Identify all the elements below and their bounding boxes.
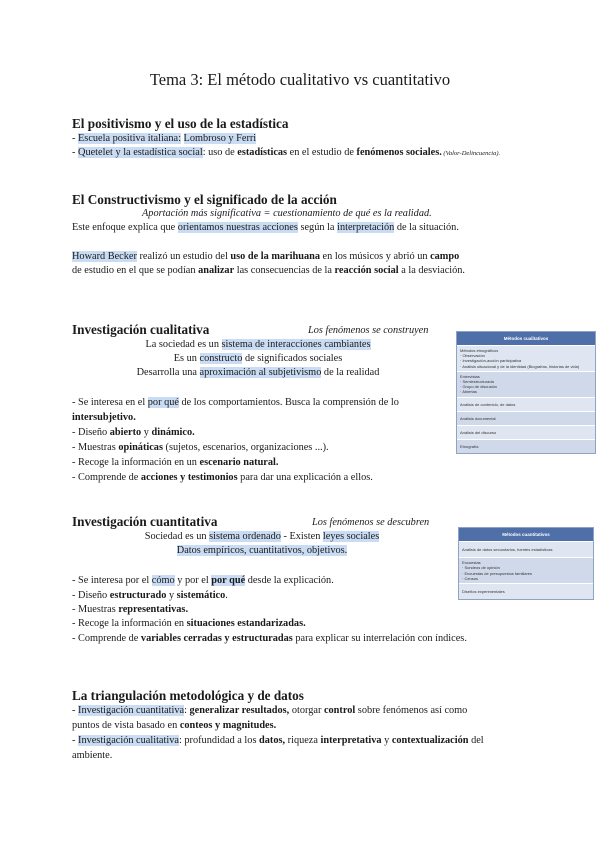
- triangulacion-line-3: [72, 734, 484, 748]
- triangulacion-line-4: ambiente.: [72, 750, 113, 761]
- text: - Existen: [280, 531, 323, 542]
- text: sobre fenómenos así como: [355, 705, 468, 716]
- bold: conteos y magnitudes.: [179, 720, 277, 731]
- cualitativa-tag: Los fenómenos se construyen: [308, 325, 429, 336]
- cell: Análisis del discurso: [460, 430, 497, 436]
- text: - Se interesa en el: [72, 397, 148, 408]
- becker-line-2: [72, 264, 465, 278]
- cell: Análisis documental: [460, 415, 496, 421]
- text: y: [141, 427, 152, 438]
- positivismo-line-2: [72, 146, 500, 161]
- text: - Comprende de: [72, 633, 141, 644]
- cuantitativa-bullet-2: [72, 589, 228, 603]
- text: - Diseño: [72, 590, 110, 601]
- text: de estudio en el que se podían: [72, 265, 199, 276]
- cell: Análisis de contenido, de datos: [460, 401, 516, 407]
- text: y por el: [174, 575, 212, 586]
- bold: estructurado: [109, 590, 167, 601]
- text: - Recoge la información en: [72, 618, 187, 629]
- cualitativa-center-3: [72, 366, 444, 380]
- bold: representativas.: [118, 604, 189, 615]
- table-header: Métodos cualitativos: [457, 332, 595, 345]
- highlight: cómo: [151, 575, 175, 586]
- highlight: sistema de interacciones cambiantes: [221, 339, 371, 350]
- cell: Análisis de datos secundarios, fuentes estadísticas: [462, 547, 553, 552]
- table-row: [457, 397, 595, 411]
- bold: acciones y testimonios: [140, 472, 238, 483]
- text: Es un: [173, 353, 200, 364]
- constructivismo-line-1: [72, 221, 459, 235]
- highlight: constructo: [199, 353, 243, 364]
- becker-line-1: [72, 250, 459, 264]
- table-row: [457, 425, 595, 439]
- bold: abierto: [109, 427, 142, 438]
- text: La sociedad es un: [145, 339, 222, 350]
- page-title: Tema 3: El método cualitativo vs cuantitativo: [149, 70, 451, 89]
- cuantitativa-center-2: [72, 544, 452, 558]
- triangulacion-line-2: [72, 719, 276, 733]
- highlight: Investigación cuantitativa: [78, 705, 185, 716]
- bold: datos,: [259, 735, 286, 746]
- text: desde la explicación.: [245, 575, 334, 586]
- text: de significados sociales: [242, 353, 343, 364]
- cell: · Abiertas: [460, 389, 477, 395]
- positivismo-line-1: [72, 132, 256, 146]
- bold: contextualización: [391, 735, 469, 746]
- cell: Encuestas: [462, 560, 481, 566]
- text: .: [225, 590, 228, 601]
- highlight: interpretación: [337, 222, 395, 233]
- text: Sociedad es un: [144, 531, 210, 542]
- highlight: leyes sociales: [322, 531, 380, 542]
- bold: estadísticas: [237, 147, 288, 158]
- constructivismo-subtitle: Aportación más significativa = cuestionamiento de qué es la realidad.: [142, 208, 432, 219]
- table-row: [459, 583, 593, 599]
- text: - Muestras: [72, 604, 119, 615]
- note: (Valor-Delincuencia).: [441, 150, 501, 157]
- cualitativa-bullet-2: [72, 426, 195, 440]
- highlight: Lombroso y Ferri: [183, 133, 257, 144]
- bold: reacción social: [334, 265, 399, 276]
- cell: Entrevistas: [460, 373, 480, 379]
- cell: Métodos etnográficos: [460, 348, 499, 353]
- text: y: [381, 735, 392, 746]
- text: (sujetos, escenarios, organizaciones ...).: [162, 442, 329, 453]
- bold: sistemático: [176, 590, 226, 601]
- table-row: [457, 371, 595, 397]
- table-row: [457, 439, 595, 453]
- cuantitativa-bullet-1: [72, 574, 334, 588]
- table-row: [459, 541, 593, 557]
- text: - Se interesa por el: [72, 575, 152, 586]
- highlight: Investigación cualitativa: [78, 735, 179, 746]
- text: para explicar su interrelación con índices.: [292, 633, 467, 644]
- cell: · Semiestructurada: [460, 379, 494, 385]
- cuantitativa-bullet-4: [72, 617, 306, 631]
- metodos-cualitativos-table: [456, 331, 596, 454]
- cuantitativa-tag: Los fenómenos se descubren: [312, 517, 430, 528]
- bold: control: [323, 705, 356, 716]
- text: Este enfoque explica que: [72, 222, 178, 233]
- text: de los comportamientos. Busca la comprensión de lo: [178, 397, 399, 408]
- cualitativa-center-2: [72, 352, 444, 366]
- bold: intersubjetivo.: [72, 412, 136, 423]
- text: : profundidad a los: [178, 735, 260, 746]
- text: las consecuencias de la: [234, 265, 335, 276]
- text: -: [72, 133, 79, 144]
- cualitativa-bullet-1b: [72, 411, 136, 425]
- text: -: [72, 735, 79, 746]
- table-row: [457, 345, 595, 371]
- cualitativa-bullet-1a: [72, 396, 399, 410]
- highlight: Escuela positiva italiana:: [78, 133, 181, 144]
- text: en los músicos y abrió un: [319, 251, 431, 262]
- cell: · Investigación-acción participativa: [460, 358, 522, 364]
- cell: · Observación: [460, 353, 485, 359]
- bold: variables cerradas y estructuradas: [140, 633, 293, 644]
- highlight: por qué: [147, 397, 179, 408]
- cell: · Sondeos de opinión: [462, 565, 500, 571]
- text: para dar una explicación a ellos.: [237, 472, 373, 483]
- triangulacion-line-1: [72, 704, 467, 718]
- cualitativa-bullet-4: [72, 456, 278, 470]
- highlight: orientamos nuestras acciones: [177, 222, 298, 233]
- text: - Diseño: [72, 427, 110, 438]
- section-triangulacion-heading: La triangulación metodológica y de datos: [72, 688, 304, 703]
- text: a la desviación.: [398, 265, 466, 276]
- cell: · Análisis situacional y de la identidad (Biografías, historias de vida): [460, 363, 580, 369]
- bold: analizar: [198, 265, 235, 276]
- cuantitativa-bullet-3: [72, 603, 188, 617]
- text: realizó un estudio del: [136, 251, 231, 262]
- text: según la: [297, 222, 338, 233]
- text: :: [184, 705, 190, 716]
- cell: · Grupo de discusión: [460, 384, 497, 390]
- highlight: sistema ordenado: [209, 531, 281, 542]
- text: y: [166, 590, 177, 601]
- section-constructivismo-heading: El Constructivismo y el significado de la acción: [72, 192, 337, 207]
- text: puntos de vista basado en: [72, 720, 180, 731]
- cualitativa-bullet-5: [72, 471, 373, 485]
- highlight: Datos empíricos, cuantitativos, objetivos.: [176, 545, 348, 556]
- text: riqueza: [285, 735, 321, 746]
- text: del: [468, 735, 484, 746]
- highlight: Howard Becker: [72, 251, 137, 262]
- bold: situaciones estandarizadas.: [186, 618, 306, 629]
- text: -: [72, 705, 79, 716]
- highlight: aproximación al subjetivismo: [199, 367, 322, 378]
- bold: generalizar resultados,: [189, 705, 290, 716]
- section-cualitativa-heading: Investigación cualitativa: [72, 322, 210, 337]
- cuantitativa-bullet-5: [72, 632, 467, 646]
- table-row: [457, 411, 595, 425]
- bold: opináticas: [118, 442, 163, 453]
- text: en el estudio de: [287, 147, 357, 158]
- metodos-cuantitativos-table: [458, 527, 594, 600]
- text: : uso de: [202, 147, 238, 158]
- cualitativa-center-1: [72, 338, 444, 352]
- highlight: Quetelet y la estadística social: [78, 147, 203, 158]
- section-cuantitativa-heading: Investigación cuantitativa: [72, 514, 218, 529]
- bold: campo: [430, 251, 460, 262]
- table-row: [459, 557, 593, 583]
- bold-highlight: por qué: [211, 575, 246, 586]
- text: - Recoge la información en un: [72, 457, 200, 468]
- text: otorgar: [289, 705, 324, 716]
- cell: · Encuestas de presupuestos familiares: [462, 570, 533, 576]
- bold: dinámico.: [151, 427, 195, 438]
- cuantitativa-center-1: [72, 530, 452, 544]
- text: - Muestras: [72, 442, 119, 453]
- section-positivismo-heading: El positivismo y el uso de la estadística: [72, 116, 289, 131]
- text: de la situación.: [394, 222, 459, 233]
- bold: interpretativa: [320, 735, 382, 746]
- text: de la realidad: [321, 367, 380, 378]
- cell: · Censos: [462, 575, 479, 581]
- text: Desarrolla una: [136, 367, 200, 378]
- text: - Comprende de: [72, 472, 141, 483]
- table-header: Métodos cuantitativos: [459, 528, 593, 541]
- bold: escenario natural.: [199, 457, 279, 468]
- text: -: [72, 147, 79, 158]
- bold: fenómenos sociales.: [356, 147, 442, 158]
- cualitativa-bullet-3: [72, 441, 329, 455]
- cell: Etnografía: [460, 444, 479, 450]
- bold: uso de la marihuana: [230, 251, 320, 262]
- cell: Diseños experimentales: [462, 589, 505, 595]
